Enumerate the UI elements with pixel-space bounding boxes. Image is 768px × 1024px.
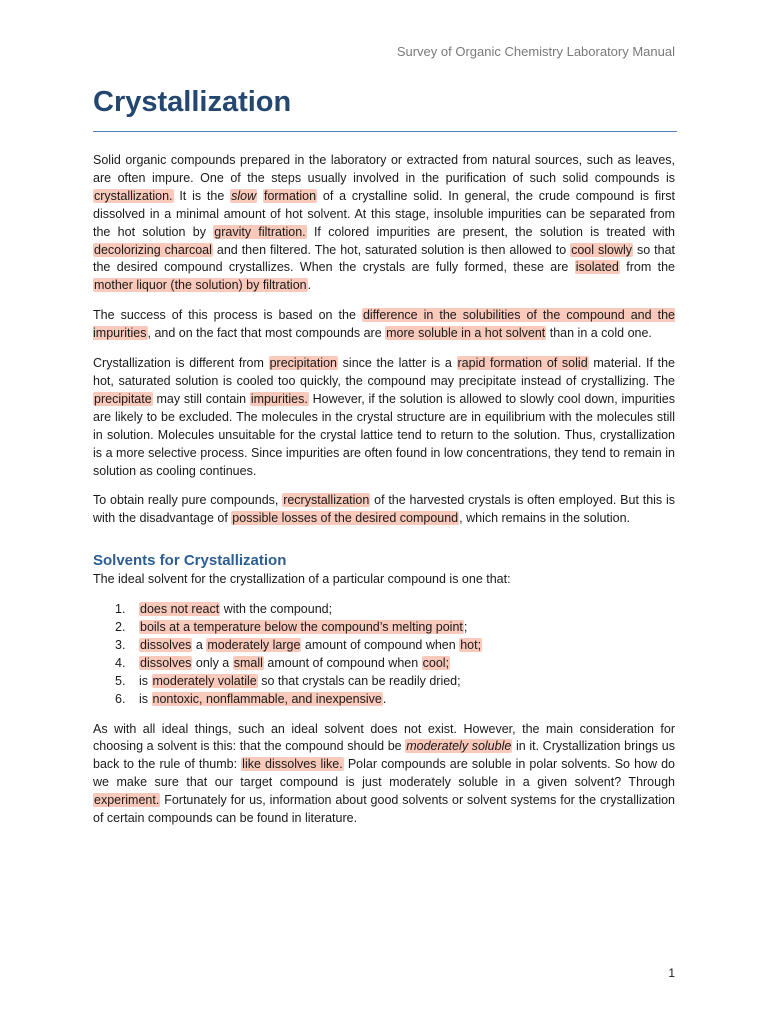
solvent-criteria-list — [93, 601, 675, 708]
section-heading: Solvents for Crystallization — [93, 552, 287, 570]
list-text: dissolves only a small amount of compound when cool; — [140, 655, 450, 670]
list-item — [93, 619, 675, 637]
highlighted-text: crystallization. — [94, 188, 173, 203]
list-number: 5. — [115, 673, 126, 688]
paragraph-recrystallization: To obtain really pure compounds, recrystallization of the harvested crystals is often employed. But this is with the disadvantage of possible losses of the desired compound, which remains in the solution. — [93, 493, 675, 526]
list-number: 4. — [115, 655, 126, 670]
highlighted-text: formation — [263, 188, 317, 203]
list-number: 6. — [115, 691, 126, 706]
list-text: dissolves a moderately large amount of compound when hot; — [140, 637, 482, 652]
highlighted-text: possible losses of the desired compound — [232, 511, 459, 526]
highlighted-text: recrystallization — [283, 493, 370, 508]
paragraph-closing: As with all ideal things, such an ideal solvent does not exist. However, the main consideration for choosing a solvent is this: that the compound should be moderately soluble in it. Crystallization brings us back to the rule of thumb: like dissolves like. Polar compounds are soluble in polar solvents. So how do we make sure that our target compound is just moderately soluble in a given solvent? Through experiment. Fortunately for us, information about good solvents or solvent systems for the crystallization of certain compounds can be found in literature. — [93, 721, 675, 826]
highlighted-text: more soluble in a hot solvent — [386, 326, 546, 341]
highlighted-text: dissolves — [140, 655, 192, 670]
list-text: is nontoxic, nonflammable, and inexpensive. — [139, 691, 387, 706]
list-item — [93, 655, 675, 673]
highlighted-text: slow — [231, 188, 257, 203]
list-item — [93, 673, 675, 691]
highlighted-text: rapid formation of solid — [457, 356, 588, 371]
running-header: Survey of Organic Chemistry Laboratory Manual — [396, 44, 675, 59]
highlighted-text: like dissolves like. — [242, 757, 343, 772]
highlighted-text: moderately volatile — [152, 673, 257, 688]
highlighted-text: isolated — [575, 260, 619, 275]
title-divider — [93, 131, 677, 132]
list-text: is moderately volatile so that crystals can be readily dried; — [139, 673, 461, 688]
highlighted-text: difference in the solubilities of the compound and the impurities — [93, 308, 675, 341]
highlighted-text: gravity filtration. — [214, 224, 306, 239]
highlighted-text: moderately soluble — [406, 739, 512, 754]
highlighted-text: cool slowly — [571, 242, 633, 257]
list-item — [93, 691, 675, 709]
paragraph-intro: Solid organic compounds prepared in the laboratory or extracted from natural sources, such as leaves, are often impure. One of the steps usually involved in the purification of such solid compounds is crystallization. It is the slow formation of a crystalline solid. In general, the crude compound is first dissolved in a minimal amount of hot solvent. At this stage, insoluble impurities can be separated from the hot solution by gravity filtration. If colored impurities are present, the solution is treated with decolorizing charcoal and then filtered. The hot, saturated solution is then allowed to cool slowly so that the desired compound crystallizes. When the crystals are fully formed, these are isolated from the mother liquor (the solution) by filtration. — [93, 153, 676, 293]
list-text: boils at a temperature below the compound’s melting point; — [140, 620, 468, 635]
highlighted-text: boils at a temperature below the compound’s melting point — [140, 620, 463, 635]
list-item — [93, 637, 675, 655]
highlighted-text: dissolves — [140, 637, 192, 652]
list-item — [93, 601, 675, 619]
list-number: 3. — [115, 637, 126, 652]
highlighted-text: nontoxic, nonflammable, and inexpensive — [152, 691, 382, 706]
highlighted-text: cool; — [422, 655, 450, 670]
highlighted-text: precipitate — [94, 391, 152, 406]
page-title: Crystallization — [93, 86, 292, 118]
page-number: 1 — [668, 966, 675, 980]
paragraph-precipitation: Crystallization is different from precipitation since the latter is a rapid formation of solid material. If the hot, saturated solution is cooled too quickly, the compound may precipitate instead of crystallizing. The precipitate may still contain impurities. However, if the solution is allowed to slowly cool down, impurities are likely to be excluded. The molecules in the crystal structure are in equilibrium with the molecules still in solution. Molecules unsuitable for the crystal lattice tend to return to the solution. Thus, crystallization is a more selective process. Since impurities are often found in low concentrations, they tend to remain in solution as cooling continues. — [93, 356, 676, 478]
highlighted-text: mother liquor (the solution) by filtration — [94, 278, 307, 293]
highlighted-text: decolorizing charcoal — [94, 242, 212, 257]
highlighted-text: impurities. — [250, 391, 308, 406]
highlighted-text: experiment. — [94, 793, 160, 808]
highlighted-text: does not react — [140, 602, 220, 617]
highlighted-text: moderately large — [207, 637, 301, 652]
list-text: does not react with the compound; — [140, 602, 333, 617]
highlighted-text: precipitation — [269, 356, 337, 371]
highlighted-text: small — [233, 655, 263, 670]
list-number: 2. — [115, 620, 126, 635]
highlighted-text: hot; — [460, 637, 482, 652]
main-content — [93, 152, 675, 840]
paragraph-principle: The success of this process is based on the difference in the solubilities of the compound and the impurities, and on the fact that most compounds are more soluble in a hot solvent than in a cold one. — [93, 308, 675, 341]
list-number: 1. — [115, 602, 126, 617]
section-intro: The ideal solvent for the crystallization of a particular compound is one that: — [93, 572, 511, 587]
